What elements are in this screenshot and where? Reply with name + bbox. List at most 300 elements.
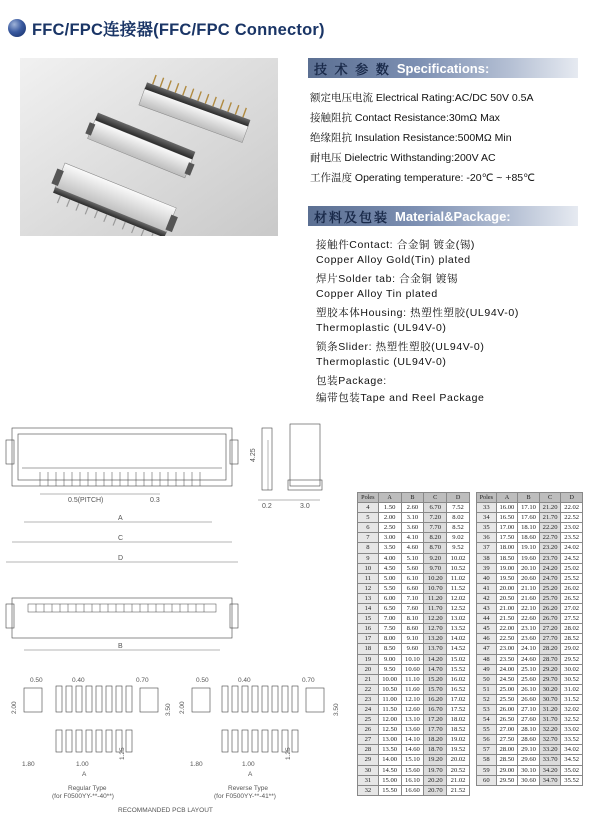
table-row	[358, 735, 470, 745]
table-row	[358, 553, 470, 563]
table-header-cell: Poles	[477, 493, 497, 503]
dimension-cell: 10.60	[401, 664, 424, 674]
material-line: 塑胶本体Housing: 热塑性塑胶(UL94V-0)	[316, 307, 519, 319]
dimension-cell: 16.52	[447, 684, 470, 694]
material-line: 编带包装Tape and Reel Package	[316, 392, 485, 404]
poles-cell: 7	[358, 533, 379, 543]
poles-cell: 16	[358, 624, 379, 634]
pcb-dim-350: 3.50	[165, 703, 172, 716]
table-row	[358, 563, 470, 573]
dimension-cell: 4.60	[401, 543, 424, 553]
pcb-dim-050: 0.50	[30, 677, 43, 684]
dimension-cell: 2.50	[378, 523, 401, 533]
dimension-cell: 25.50	[496, 694, 518, 704]
table-row	[477, 614, 583, 624]
material-line: 包装Package:	[316, 375, 387, 387]
dimension-cell: 29.70	[539, 674, 561, 684]
dimension-cell: 14.20	[424, 654, 447, 664]
table-row	[477, 563, 583, 573]
dimension-cell: 21.00	[496, 604, 518, 614]
dimension-cell: 35.52	[561, 775, 583, 785]
dimension-cell: 32.20	[539, 725, 561, 735]
dimension-cell: 15.52	[447, 664, 470, 674]
material-line: Copper Alloy Gold(Tin) plated	[316, 254, 471, 266]
dimension-cell: 11.10	[401, 674, 424, 684]
dimension-cell: 26.50	[496, 715, 518, 725]
table-row	[477, 694, 583, 704]
poles-cell: 36	[477, 533, 497, 543]
table-row	[477, 553, 583, 563]
table-row	[358, 523, 470, 533]
table-row	[477, 745, 583, 755]
material-line: 接触件Contact: 合金铜 镀金(锡)	[316, 239, 476, 251]
table-row	[358, 583, 470, 593]
dimension-cell: 18.50	[496, 553, 518, 563]
poles-cell: 59	[477, 765, 497, 775]
dimension-cell: 22.70	[539, 533, 561, 543]
pcb-dim-070: 0.70	[136, 677, 149, 684]
dimension-cell: 35.02	[561, 765, 583, 775]
dimension-cell: 14.52	[447, 644, 470, 654]
dimension-cell: 24.60	[518, 654, 540, 664]
dimension-cell: 27.52	[561, 614, 583, 624]
poles-cell: 23	[358, 694, 379, 704]
dimension-cell: 9.70	[424, 563, 447, 573]
dimension-cell: 15.00	[378, 775, 401, 785]
dimension-cell: 27.02	[561, 604, 583, 614]
page-title-row	[8, 16, 325, 40]
poles-cell: 25	[358, 715, 379, 725]
specifications-header-cn: 技 术 参 数	[314, 61, 391, 77]
title-bullet-icon	[8, 19, 26, 37]
specifications-header-en: Specifications:	[396, 60, 490, 76]
spec-insulation-resistance: 绝缘阻抗 Insulation Resistance:500MΩ Min	[310, 132, 512, 144]
dimension-cell: 23.02	[561, 523, 583, 533]
table-row	[477, 634, 583, 644]
dimension-cell: 14.10	[401, 735, 424, 745]
dimension-cell: 27.00	[496, 725, 518, 735]
table-row	[358, 533, 470, 543]
table-row	[477, 503, 583, 513]
table-row	[477, 735, 583, 745]
dimension-cell: 3.60	[401, 523, 424, 533]
dimension-cell: 22.10	[518, 604, 540, 614]
dimension-cell: 21.50	[496, 614, 518, 624]
dimension-cell: 7.52	[447, 503, 470, 513]
dimension-cell: 21.60	[518, 593, 540, 603]
table-row	[477, 684, 583, 694]
dimension-cell: 5.50	[378, 583, 401, 593]
dimension-cell: 32.02	[561, 704, 583, 714]
poles-cell: 44	[477, 614, 497, 624]
dimension-cell: 30.02	[561, 664, 583, 674]
dimension-cell: 11.60	[401, 684, 424, 694]
dimension-cell: 12.70	[424, 624, 447, 634]
table-row	[358, 755, 470, 765]
dimension-cell: 7.00	[378, 614, 401, 624]
dimension-cell: 12.50	[378, 725, 401, 735]
dimension-cell: 11.70	[424, 604, 447, 614]
table-header-cell: C	[424, 493, 447, 503]
table-header-cell: D	[447, 493, 470, 503]
pcb-dim-040-reverse: 0.40	[238, 677, 251, 684]
dimension-cell: 18.70	[424, 745, 447, 755]
poles-cell: 17	[358, 634, 379, 644]
pcb-dim-350-reverse: 3.50	[333, 703, 340, 716]
pcb-dim-070-reverse: 0.70	[302, 677, 315, 684]
table-row	[477, 765, 583, 775]
dimension-cell: 19.10	[518, 543, 540, 553]
dimension-cell: 22.20	[539, 523, 561, 533]
material-line: Thermoplastic (UL94V-0)	[316, 322, 447, 334]
poles-cell: 18	[358, 644, 379, 654]
poles-cell: 43	[477, 604, 497, 614]
table-row	[477, 624, 583, 634]
table-row	[358, 604, 470, 614]
dimension-cell: 34.20	[539, 765, 561, 775]
dimension-cell: 11.02	[447, 573, 470, 583]
dimension-cell: 8.70	[424, 543, 447, 553]
poles-cell: 13	[358, 593, 379, 603]
dimension-cell: 23.70	[539, 553, 561, 563]
dimension-cell: 18.60	[518, 533, 540, 543]
dimension-cell: 17.52	[447, 704, 470, 714]
dimension-cell: 21.10	[518, 583, 540, 593]
table-row	[358, 644, 470, 654]
dimension-cell: 18.10	[518, 523, 540, 533]
dimension-cell: 10.02	[447, 553, 470, 563]
dimension-cell: 16.10	[401, 775, 424, 785]
dim-c-label: C	[118, 535, 124, 542]
dimension-cell: 33.70	[539, 755, 561, 765]
table-row	[358, 634, 470, 644]
table-row	[477, 725, 583, 735]
material-line: Thermoplastic (UL94V-0)	[316, 356, 447, 368]
table-row	[477, 604, 583, 614]
material-package-header	[308, 206, 578, 226]
poles-cell: 34	[477, 513, 497, 523]
pcb-dim-050-reverse: 0.50	[196, 677, 209, 684]
page-title: FFC/FPC连接器(FFC/FPC Connector)	[32, 21, 325, 39]
dimension-cell: 5.60	[401, 563, 424, 573]
dimension-cell: 16.70	[424, 704, 447, 714]
dimension-cell: 19.52	[447, 745, 470, 755]
poles-cell: 22	[358, 684, 379, 694]
dimension-cell: 15.20	[424, 674, 447, 684]
table-row	[477, 755, 583, 765]
dimension-cell: 20.50	[496, 593, 518, 603]
dimension-cell: 15.50	[378, 785, 401, 795]
dimension-cell: 8.60	[401, 624, 424, 634]
dimension-cell: 23.60	[518, 634, 540, 644]
dimension-cell: 22.60	[518, 614, 540, 624]
table-header-cell: B	[401, 493, 424, 503]
dimension-cell: 13.52	[447, 624, 470, 634]
dim-b-label: B	[118, 643, 123, 650]
table-row	[477, 513, 583, 523]
pcb-dim-180-reverse: 1.80	[190, 761, 203, 768]
table-row	[358, 765, 470, 775]
dimension-cell: 26.00	[496, 704, 518, 714]
spec-contact-resistance: 接触阻抗 Contact Resistance:30mΩ Max	[310, 112, 500, 124]
dimension-cell: 29.02	[561, 644, 583, 654]
dimension-cell: 13.50	[378, 745, 401, 755]
pcb-dim-125: 1.25	[119, 747, 126, 760]
poles-cell: 26	[358, 725, 379, 735]
poles-cell: 54	[477, 715, 497, 725]
material-line: Copper Alloy Tin plated	[316, 288, 438, 300]
dimension-cell: 14.00	[378, 755, 401, 765]
dimension-cell: 19.02	[447, 735, 470, 745]
poles-cell: 38	[477, 553, 497, 563]
dimension-cell: 15.70	[424, 684, 447, 694]
dimension-cell: 25.00	[496, 684, 518, 694]
dimension-cell: 16.02	[447, 674, 470, 684]
dimension-cell: 25.70	[539, 593, 561, 603]
pcb-dim-a-reverse: A	[248, 771, 253, 778]
dimension-cell: 9.02	[447, 533, 470, 543]
poles-cell: 32	[358, 785, 379, 795]
poles-cell: 56	[477, 735, 497, 745]
pcb-dim-125-reverse: 1.25	[285, 747, 292, 760]
table-row	[477, 715, 583, 725]
dimension-cell: 4.50	[378, 563, 401, 573]
pcb-dim-200-reverse: 2.00	[179, 701, 186, 714]
spec-operating-temperature: 工作温度 Operating temperature: -20℃ ~ +85℃	[310, 172, 535, 184]
dimension-cell: 19.70	[424, 765, 447, 775]
dimension-cell: 23.50	[496, 654, 518, 664]
dimension-cell: 4.10	[401, 533, 424, 543]
dimension-cell: 11.50	[378, 704, 401, 714]
dimension-cell: 13.70	[424, 644, 447, 654]
dimension-cell: 33.52	[561, 735, 583, 745]
dimension-cell: 11.20	[424, 593, 447, 603]
dimension-table-right	[476, 492, 583, 786]
dimension-cell: 24.02	[561, 543, 583, 553]
poles-cell: 50	[477, 674, 497, 684]
dimension-cell: 28.50	[496, 755, 518, 765]
dimension-cell: 19.00	[496, 563, 518, 573]
dimension-cell: 7.50	[378, 624, 401, 634]
poles-cell: 48	[477, 654, 497, 664]
dimension-cell: 12.52	[447, 604, 470, 614]
poles-cell: 60	[477, 775, 497, 785]
poles-cell: 41	[477, 583, 497, 593]
reverse-type-label: Reverse Type	[228, 785, 268, 792]
table-row	[358, 573, 470, 583]
poles-cell: 24	[358, 704, 379, 714]
table-row	[477, 573, 583, 583]
dimension-cell: 23.20	[539, 543, 561, 553]
dimension-cell: 9.10	[401, 634, 424, 644]
dimension-cell: 20.20	[424, 775, 447, 785]
dimension-cell: 27.20	[539, 624, 561, 634]
spec-electrical-rating: 额定电压电流 Electrical Rating:AC/DC 50V 0.5A	[310, 92, 534, 104]
poles-cell: 11	[358, 573, 379, 583]
dimension-cell: 31.52	[561, 694, 583, 704]
material-header-en: Material&Package:	[395, 208, 511, 224]
poles-cell: 12	[358, 583, 379, 593]
pcb-layout-regular	[24, 686, 158, 752]
table-row	[358, 614, 470, 624]
dimension-cell: 2.60	[401, 503, 424, 513]
table-header-cell: Poles	[358, 493, 379, 503]
dimension-cell: 30.60	[518, 775, 540, 785]
pcb-dim-100-reverse: 1.00	[242, 761, 255, 768]
dimension-cell: 12.20	[424, 614, 447, 624]
dimension-cell: 10.10	[401, 654, 424, 664]
dimension-cell: 29.00	[496, 765, 518, 775]
table-row	[358, 593, 470, 603]
dimension-cell: 17.00	[496, 523, 518, 533]
dimension-cell: 24.10	[518, 644, 540, 654]
dimension-cell: 8.52	[447, 523, 470, 533]
pcb-dim-200: 2.00	[11, 701, 18, 714]
poles-cell: 42	[477, 593, 497, 603]
poles-cell: 20	[358, 664, 379, 674]
dimension-cell: 12.60	[401, 704, 424, 714]
table-row	[477, 654, 583, 664]
dimension-cell: 28.70	[539, 654, 561, 664]
pcb-dim-a: A	[82, 771, 87, 778]
dimension-cell: 23.00	[496, 644, 518, 654]
table-row	[358, 715, 470, 725]
dimension-cell: 22.50	[496, 634, 518, 644]
dimension-cell: 22.00	[496, 624, 518, 634]
table-row	[358, 785, 470, 795]
dimension-cell: 16.60	[401, 785, 424, 795]
material-line: 焊片Solder tab: 合金铜 镀锡	[316, 273, 459, 285]
poles-cell: 35	[477, 523, 497, 533]
poles-cell: 47	[477, 644, 497, 654]
dimension-cell: 10.00	[378, 674, 401, 684]
pcb-layout-reverse	[192, 686, 324, 752]
dimension-cell: 2.00	[378, 513, 401, 523]
table-row	[477, 583, 583, 593]
table-header-row	[358, 493, 470, 503]
table-row	[358, 745, 470, 755]
specifications-header	[308, 58, 578, 78]
table-row	[477, 664, 583, 674]
dimension-cell: 27.50	[496, 735, 518, 745]
dimension-cell: 21.70	[539, 513, 561, 523]
table-row	[477, 775, 583, 785]
dimension-cell: 7.10	[401, 593, 424, 603]
dimension-cell: 8.10	[401, 614, 424, 624]
dimension-cell: 13.02	[447, 614, 470, 624]
dimension-cell: 26.52	[561, 593, 583, 603]
table-row	[358, 543, 470, 553]
table-row	[358, 725, 470, 735]
dimension-cell: 34.52	[561, 755, 583, 765]
dimension-cell: 9.20	[424, 553, 447, 563]
table-row	[358, 694, 470, 704]
poles-cell: 53	[477, 704, 497, 714]
dimension-table-left	[357, 492, 470, 796]
dimension-cell: 19.60	[518, 553, 540, 563]
dimension-cell: 3.10	[401, 513, 424, 523]
dim-0-3-label: 0.3	[150, 497, 160, 504]
dimension-cell: 15.02	[447, 654, 470, 664]
dimension-cell: 20.52	[447, 765, 470, 775]
dimension-cell: 25.02	[561, 563, 583, 573]
dimension-cell: 6.60	[401, 583, 424, 593]
table-row	[477, 704, 583, 714]
dimension-cell: 28.20	[539, 644, 561, 654]
poles-cell: 52	[477, 694, 497, 704]
material-header-cn: 材料及包装	[314, 209, 390, 225]
dim-d-label: D	[118, 555, 124, 562]
dimension-cell: 16.20	[424, 694, 447, 704]
dimension-cell: 28.10	[518, 725, 540, 735]
dimension-cell: 33.20	[539, 745, 561, 755]
dimension-cell: 33.02	[561, 725, 583, 735]
poles-cell: 19	[358, 654, 379, 664]
dimension-cell: 27.60	[518, 715, 540, 725]
dimension-cell: 28.52	[561, 634, 583, 644]
table-row	[358, 775, 470, 785]
dimension-cell: 24.00	[496, 664, 518, 674]
regular-type-model: (for F0500YY-**-40**)	[52, 793, 114, 800]
table-row	[477, 533, 583, 543]
table-row	[477, 523, 583, 533]
dim-a-label: A	[118, 515, 123, 522]
dimension-cell: 29.10	[518, 745, 540, 755]
dimension-cell: 24.50	[496, 674, 518, 684]
table-row	[358, 684, 470, 694]
dimension-cell: 16.50	[496, 513, 518, 523]
dimension-cell: 11.52	[447, 583, 470, 593]
dimension-cell: 29.20	[539, 664, 561, 674]
table-row	[477, 644, 583, 654]
dimension-cell: 12.02	[447, 593, 470, 603]
dimension-cell: 17.50	[496, 533, 518, 543]
poles-cell: 31	[358, 775, 379, 785]
dimension-cell: 4.00	[378, 553, 401, 563]
dimension-cell: 22.52	[561, 513, 583, 523]
dim-4-25-label: 4.25	[250, 448, 257, 462]
dimension-cell: 13.10	[401, 715, 424, 725]
dimension-cell: 6.50	[378, 604, 401, 614]
dimension-cell: 12.00	[378, 715, 401, 725]
dimension-cell: 30.70	[539, 694, 561, 704]
dimension-cell: 24.52	[561, 553, 583, 563]
dimension-cell: 9.52	[447, 543, 470, 553]
dimension-cell: 21.02	[447, 775, 470, 785]
dimension-cell: 18.00	[496, 543, 518, 553]
dimension-cell: 26.70	[539, 614, 561, 624]
table-row	[477, 674, 583, 684]
table-row	[358, 704, 470, 714]
dimension-cell: 14.70	[424, 664, 447, 674]
table-row	[477, 543, 583, 553]
dimension-cell: 32.52	[561, 715, 583, 725]
dim-3-0-label: 3.0	[300, 503, 310, 510]
table-row	[358, 654, 470, 664]
poles-cell: 37	[477, 543, 497, 553]
dimension-cell: 6.00	[378, 593, 401, 603]
poles-cell: 9	[358, 553, 379, 563]
material-line: 锁条Slider: 热塑性塑胶(UL94V-0)	[316, 341, 485, 353]
dimension-cell: 10.50	[378, 684, 401, 694]
dimension-cell: 18.02	[447, 715, 470, 725]
dimension-cell: 32.70	[539, 735, 561, 745]
table-header-cell: C	[539, 493, 561, 503]
pitch-label: 0.5(PITCH)	[68, 497, 104, 504]
dimension-cell: 6.70	[424, 503, 447, 513]
poles-cell: 14	[358, 604, 379, 614]
dimension-cell: 25.20	[539, 583, 561, 593]
